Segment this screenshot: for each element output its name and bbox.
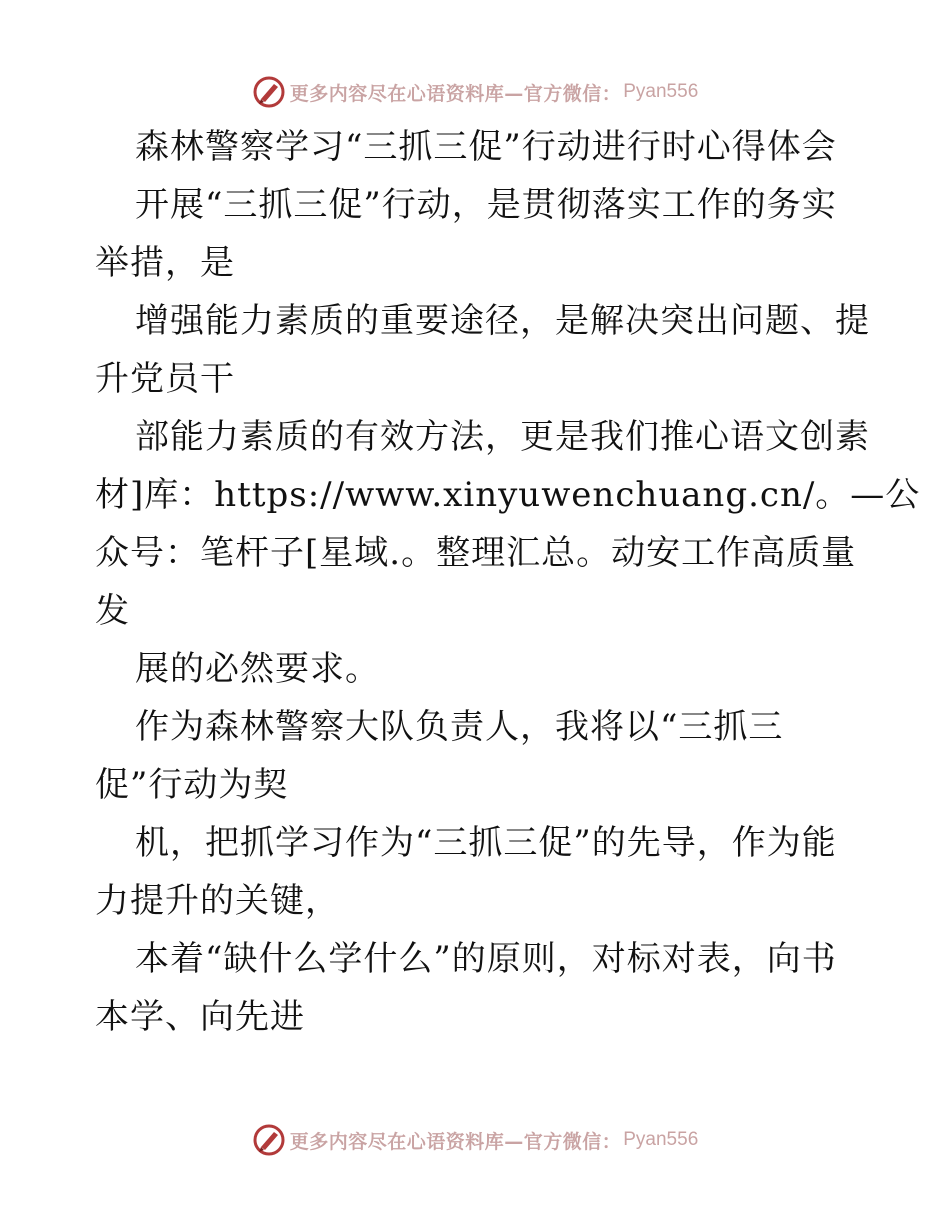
text-line: 展的必然要求。 [135, 649, 380, 689]
watermark-text: 更多内容尽在心语资料库—官方微信： [289, 1130, 622, 1153]
quill-pen-icon [252, 1123, 286, 1157]
watermark-wechat-id: Pyan556 [623, 1129, 699, 1150]
text-line: 力提升的关键， [95, 881, 340, 921]
text-line: 发 [95, 591, 130, 631]
text-line: 作为森林警察大队负责人，我将以“三抓三 [135, 707, 784, 747]
text-line: 机，把抓学习作为“三抓三促”的先导，作为能 [135, 823, 837, 863]
document-body [95, 118, 921, 1046]
text-line: 增强能力素质的重要途径，是解决突出问题、提 [135, 301, 870, 341]
text-line: 本着“缺什么学什么”的原则，对标对表，向书 [135, 939, 837, 979]
watermark-text: 更多内容尽在心语资料库—官方微信： [289, 82, 622, 105]
watermark-wechat-id: Pyan556 [623, 81, 699, 102]
text-line: 材]库：https://www.xinyuwenchuang.cn/。—公 [95, 475, 921, 515]
text-line: 开展“三抓三促”行动，是贯彻落实工作的务实 [135, 185, 837, 225]
text-line: 部能力素质的有效方法，更是我们推心语文创素 [135, 417, 870, 457]
text-line: 升党员干 [95, 359, 235, 399]
document-title: 森林警察学习“三抓三促”行动进行时心得体会 [135, 127, 837, 167]
text-line: 本学、向先进 [95, 997, 305, 1037]
footer-watermark [0, 1120, 950, 1160]
quill-pen-icon [252, 75, 286, 109]
text-line: 众号：笔杆子[星域.。整理汇总。动安工作高质量 [95, 533, 857, 573]
text-line: 举措，是 [95, 243, 235, 283]
text-line: 促”行动为契 [95, 765, 289, 805]
header-watermark [0, 72, 950, 112]
